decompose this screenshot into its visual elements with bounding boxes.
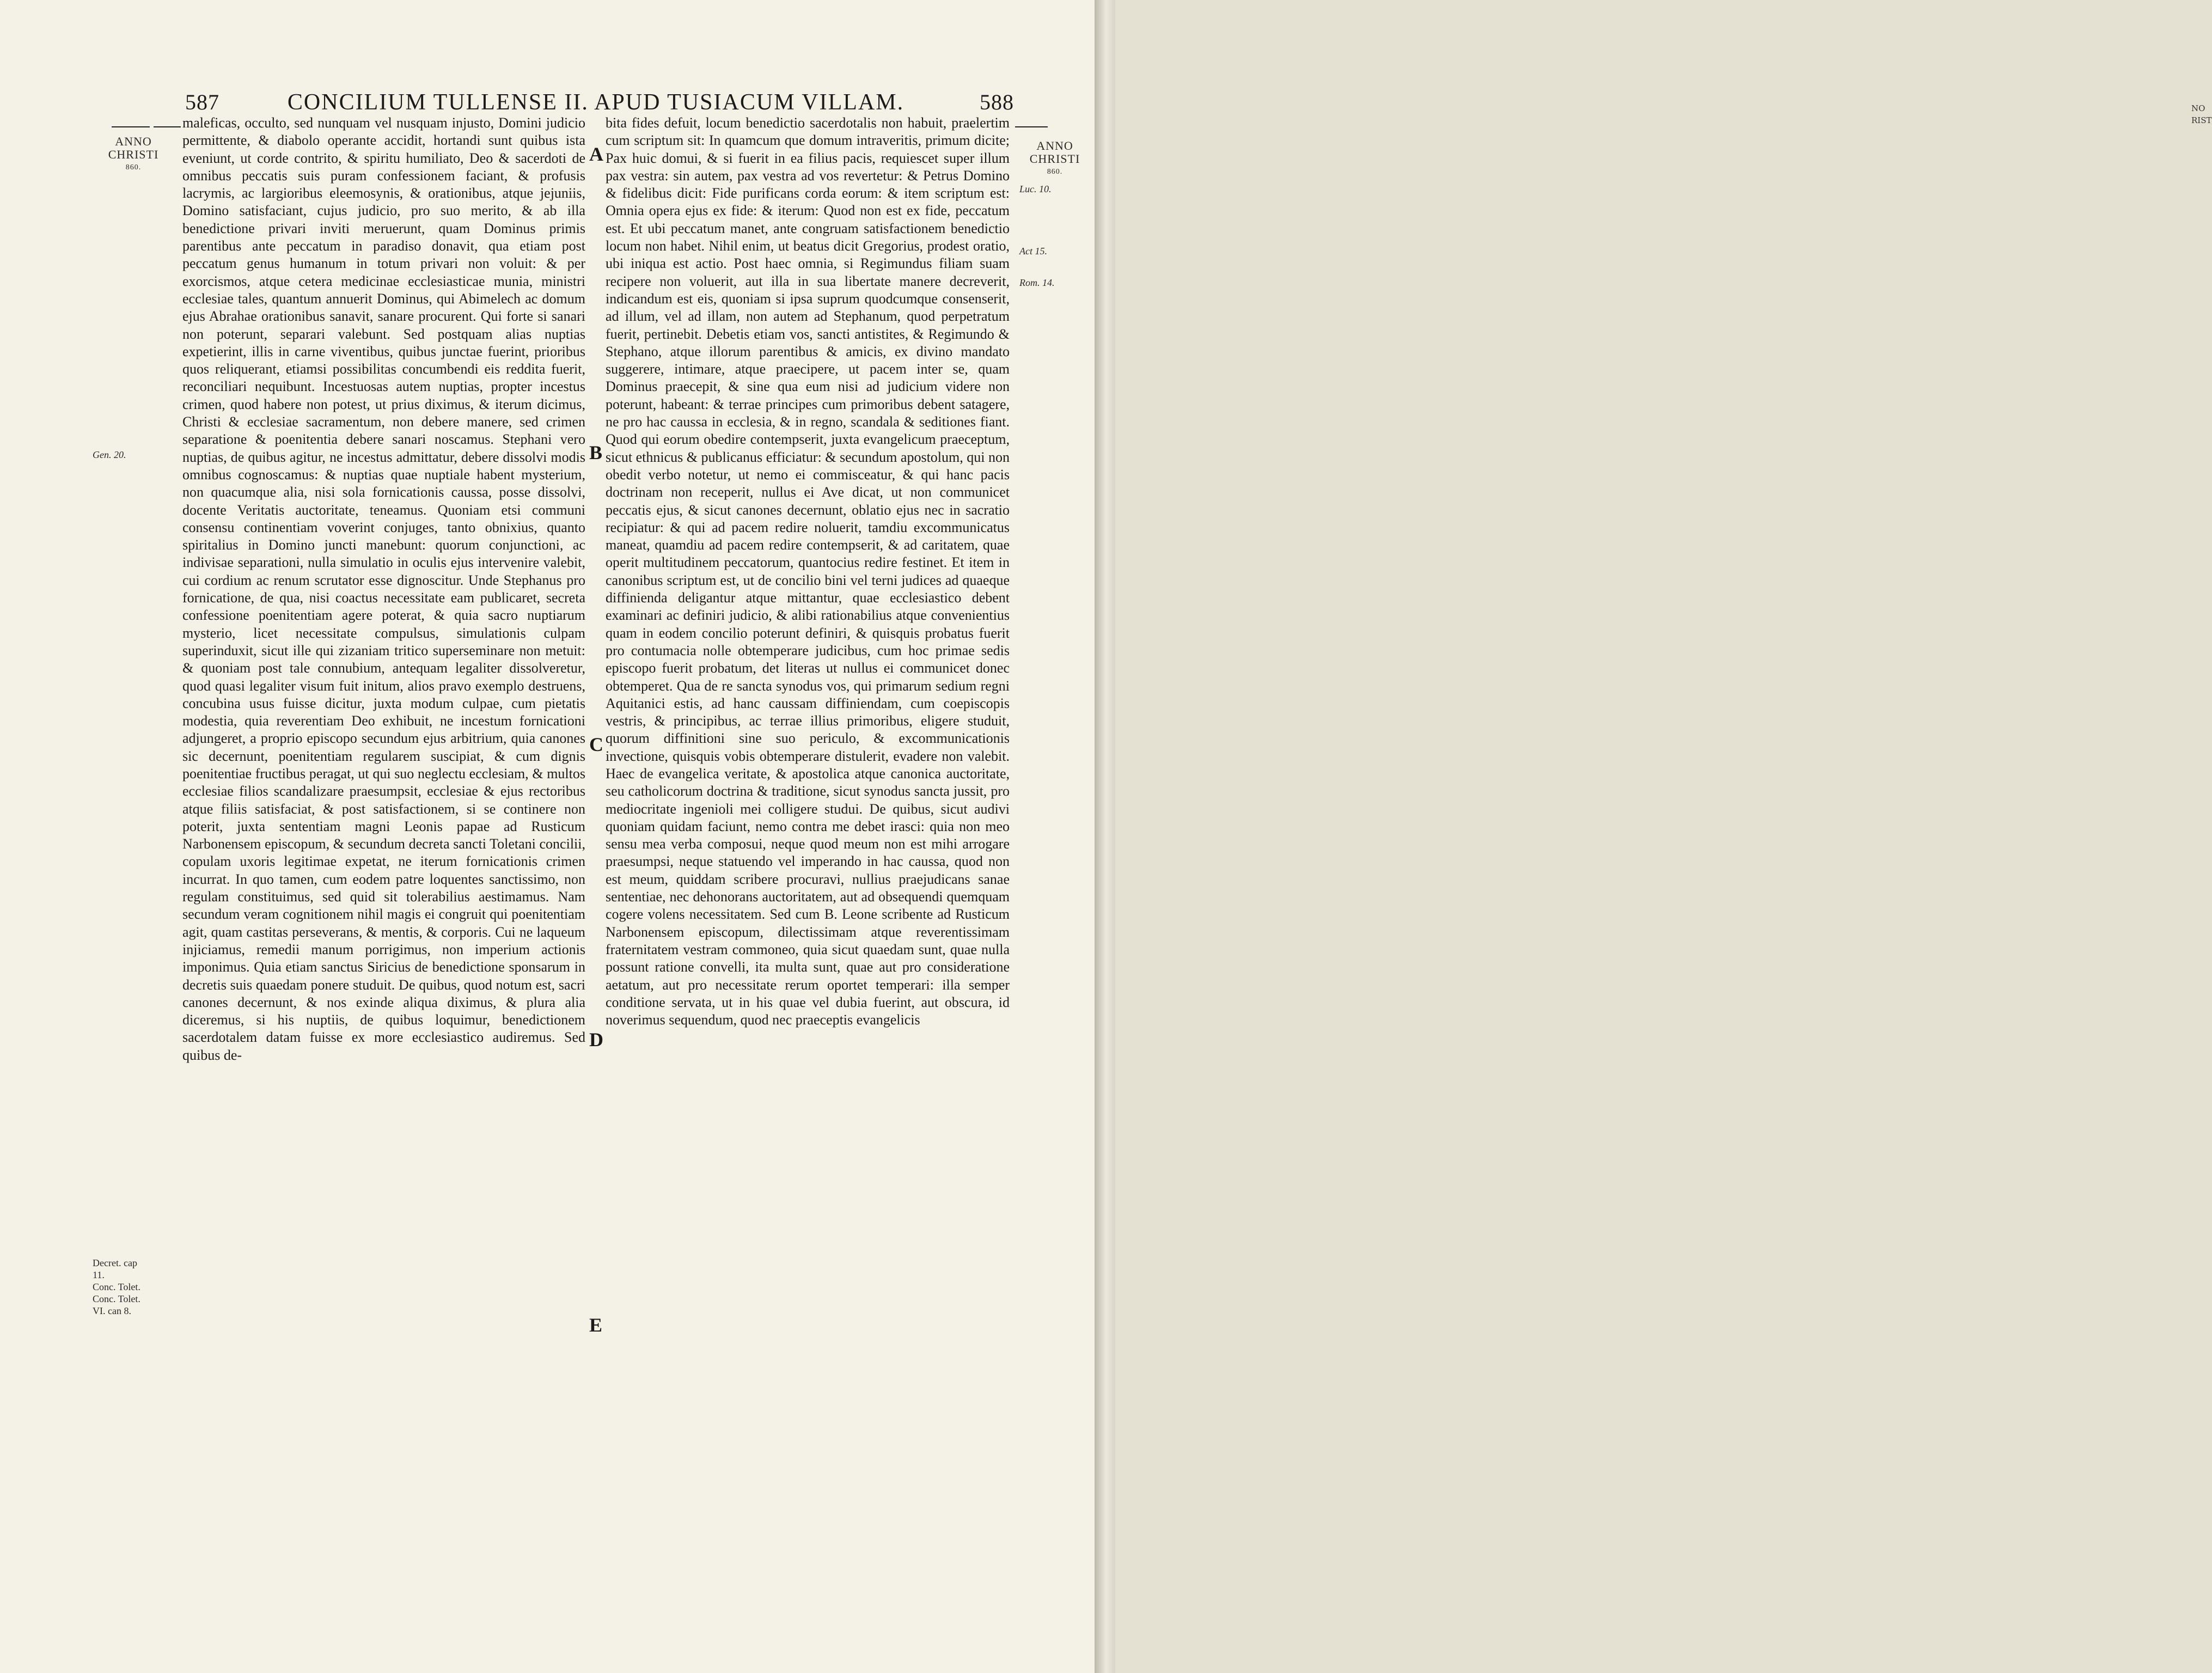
running-title: CONCILIUM TULLENSE II. APUD TUSIACUM VILLAM. xyxy=(287,90,905,115)
right-column-text: bita fides defuit, locum benedictio sacerdotalis non habuit, praelertim cum scriptum sit: In quamcum que domum intraveritis, primum dicite; Pax huic domui, & si fuerit in ea filius pacis, requiescet super illum pax vestra: sin autem, pax vestra ad vos revertetur: & Petrus Domino & fidelibus dicit: Fide purificans corda eorum: & item scriptum est: Omnia opera ejus ex fide: & iterum: Quod non est ex fide, peccatum est. Et ubi peccatum manet, ante congruam satisfactionem benedictio locum non habet. Nihil enim, ut beatus dicit Gregorius, prodest oratio, ubi iniqua est actio. Post haec omnia, si Regimundus filiam suam recipere non voluerit, aut illa in sua libertate manere decreverit, indicandum est eis, quoniam si ipsa suprum quodcumque consenserit, ad illum, vel ad illam, non autem ad Stephanum, quod perpetratum fuerit, pertinebit. Debetis etiam vos, sancti antistites, & Regimundo & Stephano, atque illorum parentibus & amicis, ex divino mandato suggerere, intimare, atque praecipere, ut pacem inter se, quam Dominus praecepit, & sine qua eum nisi ad judicium videre non poterunt, habeant: & terrae principes cum primoribus debent satagere, ne pro hac caussa in ecclesia, & in regno, scandala & seditiones fiant. Quod qui eorum obedire contempserit, juxta evangelicum praeceptum, sicut ethnicus & publicanus efficiatur: & secundum apostolum, qui non obedit verbo notetur, ut nemo ei commisceatur, & qui hanc pacis doctrinam non receperit, nullus ei Ave dicat, ut non communicet peccatis ejus, & sicut canones decernunt, oblatio ejus nec in sacratio recipiatur: & qui ad pacem redire noluerit, tamdiu excommunicatus maneat, quamdiu ad pacem redire contempserit, & ad caritatem, quae operit multitudinem peccatorum, quantocius redire festinet. Et item in canonibus scriptum est, ut de concilio bini vel terni judices ad quaeque diffinienda deligantur atque mittantur, quae ecclesiastico debent examinari ac definiri judicio, & alibi rationabilius atque convenientius quam in eodem concilio poterunt definiri, & quisquis probatus fuerit pro contumacia nolle obtemperare judicibus, cum hoc primae sedis episcopo fuerit probatum, det literas ut nullus ei communicet donec obtemperet. Qua de re sancta synodus vos, qui primarum sedium regni Aquitanici estis, ad hanc caussam diffiniendam, cum coepiscopis vestris, & principibus, ac terrae illius primoribus, eligere studuit, quorum diffinitioni sine suo periculo, & excommunicationis invectione, quisquis vobis obtemperare distulerit, evadere non valebit. Haec de evangelica veritate, & apostolica atque canonica auctoritate, seu catholicorum doctrina & traditione, sicut synodus sancta jussit, pro mediocritate ingenioli mei colligere studui. De quibus, sicut audivi quoniam quidam faciunt, nemo contra me debet irasci: quia non meo sensu mea verba composui, neque quod meum non est mihi arrogare praesumpsi, neque statuendo vel imperando in hac caussa, quod non est meum, quiddam scribere procuravi, nullius praejudicans sanae sententiae, nec dehonorans auctoritatem, aut ad obsequendi quemquam cogere volens necessitatem. Sed cum B. Leone scribente ad Rusticum Narbonensem episcopum, dilectissimam atque reverentissimam fraternitatem vestram commoneo, quia sicut quaedam sunt, quae nulla possunt ratione convelli, ita multa sunt, quae aut pro consideratione aetatum, aut pro necessitate rerum oportet temperari: illa semper conditione servata, ut in his quae vel dubia fuerint, aut obscura, id noverimus sequendum, quod nec praeceptis evangelicis xyxy=(606,115,1010,1028)
header-rule-right xyxy=(1015,126,1048,127)
anno-right-line1: ANNO xyxy=(1036,139,1073,152)
margin-note-gen: Gen. 20. xyxy=(93,449,126,460)
section-letter-d: D xyxy=(589,1029,603,1051)
decret-line1: Decret. cap xyxy=(93,1257,137,1268)
margin-note-decret xyxy=(93,1257,174,1317)
section-letter-b: B xyxy=(589,442,603,463)
left-column-text: maleficas, occulto, sed nunquam vel nusquam injusto, Domini judicio permittente, & diabolo operante accidit, hortandi sunt quibus ista eveniunt, ut corde contrito, & spiritu humiliato, Deo & sacerdoti de omnibus peccatis suis puram confessionem faciant, & profusis lacrymis, ac largioribus eleemosynis, & orationibus, atque jejuniis, Domino satisfaciant, cujus judicio, pro suo merito, & ab illa benedictione privari inviti meruerunt, quam Dominus primis parentibus ante peccatum in paradiso donavit, qua etiam post peccatum genus humanum in totum privari non voluit: & per exorcismos, atque cetera medicinae ecclesiasticae munia, ministri ecclesiae tales, quantum annuerit Dominus, qui Abimelech ac domum ejus Abrahae orationibus sanavit, sanare procurent. Qui forte si sanari non poterunt, separari valebunt. Sed postquam alias nuptias expetierint, illis in carne viventibus, quibus junctae fuerint, prioribus quos reliquerant, etiamsi possibilitas concumbendi eis reddita fuerit, reconciliari nequibunt. Incestuosas autem nuptias, propter incestus crimen, quod habere non potest, ut prius diximus, & iterum dicimus, Christi & ecclesiae sacramentum, non debere manere, sed crimen separatione & poenitentia debere sanari noscamus. Stephani vero nuptias, de quibus agitur, ne incestus admittatur, debere dissolvi modis omnibus cognoscamus: & nuptias quae nuptiale habent mysterium, non quacumque alia, nisi sola fornicationis caussa, posse dissolvi, docente Veritatis auctoritate, teneamus. Quoniam etsi communi consensu continentiam voverint conjuges, tanto obnixius, quanto spiritalius in Domino juncti manebunt: quorum conjunctioni, ac indivisae separationi, nulla simulatio in oculis ejus intervenire valebit, cui cordium ac renum scrutator esse dignoscitur. Unde Stephanus pro fornicatione, de qua, nisi coactus necessitate eam publicaret, secreta confessione poenitentiam agere poterat, & quia sacro nuptiarum mysterio, licet necessitate compulsus, simulationis culpam superinduxit, sicut ille qui zizaniam tritico superseminare non metuit: & quoniam post tale connubium, antequam legaliter dissolveretur, quod quasi legaliter visum fuit initum, alios pravo exemplo destruens, concubina usus fuisse dicitur, juxta modum culpae, cum pietatis modestia, quia reverentiam Deo exhibuit, ne incestum fornicationi adjungeret, a proprio episcopo secundum ejus arbitrium, quia canones sic decernunt, poenitentiam regularem suscipiat, & cum dignis poenitentiae fructibus peragat, ut qui suo neglectu ecclesiam, & multos ecclesiae filios scandalizare praesumpsit, ecclesiae & ejus rectoribus atque filiis satisfaciat, & post satisfactionem, si se continere non poterit, juxta sententiam magni Leonis papae ad Rusticum Narbonensem episcopum, & secundum decreta sancti Toletani concilii, copulam uxoris legitimae expetat, ne iterum fornicationis crimen incurrat. In quo tamen, cum eodem patre loquentes sanctissimo, non regulam constituimus, sed quid sit tolerabilius aestimamus. Nam secundum veram cognitionem nihil magis ei congruit qui poenitentiam agit, quam castitas perseverans, & mentis, & corporis. Cui ne laqueum injiciamus, remedii manum porrigimus, non imperium actionis imponimus. Quia etiam sanctus Siricius de benedictione sponsarum in decretis suis quaedam ponere studuit. De quibus, quod notum est, sacri canones decernunt, & nos exinde aliqua diximus, & plura alia diceremus, si his nuptiis, de quibus loquimur, benedictionem sacerdotalem datam fuisse ex more ecclesiastico audiremus. Sed quibus de- xyxy=(182,115,585,1063)
anno-left-line3: 860. xyxy=(125,163,142,172)
page-fold-edge xyxy=(1095,0,2212,1673)
header-rule-left-2 xyxy=(154,126,181,127)
fold-text-b: RIST xyxy=(2191,115,2212,125)
header-rule-left xyxy=(112,126,150,127)
margin-note-rom: Rom. 14. xyxy=(1019,277,1055,288)
text-column-left xyxy=(182,114,585,1064)
anno-right-line3: 860. xyxy=(1047,168,1063,176)
section-letter-a: A xyxy=(589,143,603,165)
section-letter-e: E xyxy=(589,1314,603,1336)
anno-left-line2: CHRISTI xyxy=(108,148,159,161)
margin-note-act: Act 15. xyxy=(1019,246,1047,257)
decret-line4: Conc. Tolet. xyxy=(93,1293,140,1304)
decret-line2: 11. xyxy=(93,1269,105,1280)
anno-left xyxy=(93,135,174,174)
margin-note-luc: Luc. 10. xyxy=(1019,184,1052,194)
anno-right xyxy=(1019,139,1090,179)
anno-right-line2: CHRISTI xyxy=(1029,152,1080,166)
decret-line5: VI. can 8. xyxy=(93,1305,131,1316)
book-page xyxy=(0,0,1095,1673)
text-column-right xyxy=(606,114,1010,1029)
section-letter-c: C xyxy=(589,734,603,755)
fold-text-a: NO xyxy=(2191,103,2205,113)
page-number-left: 587 xyxy=(185,90,219,114)
page-number-right: 588 xyxy=(980,90,1014,114)
decret-line3: Conc. Tolet. xyxy=(93,1281,140,1292)
anno-left-line1: ANNO xyxy=(115,135,152,148)
